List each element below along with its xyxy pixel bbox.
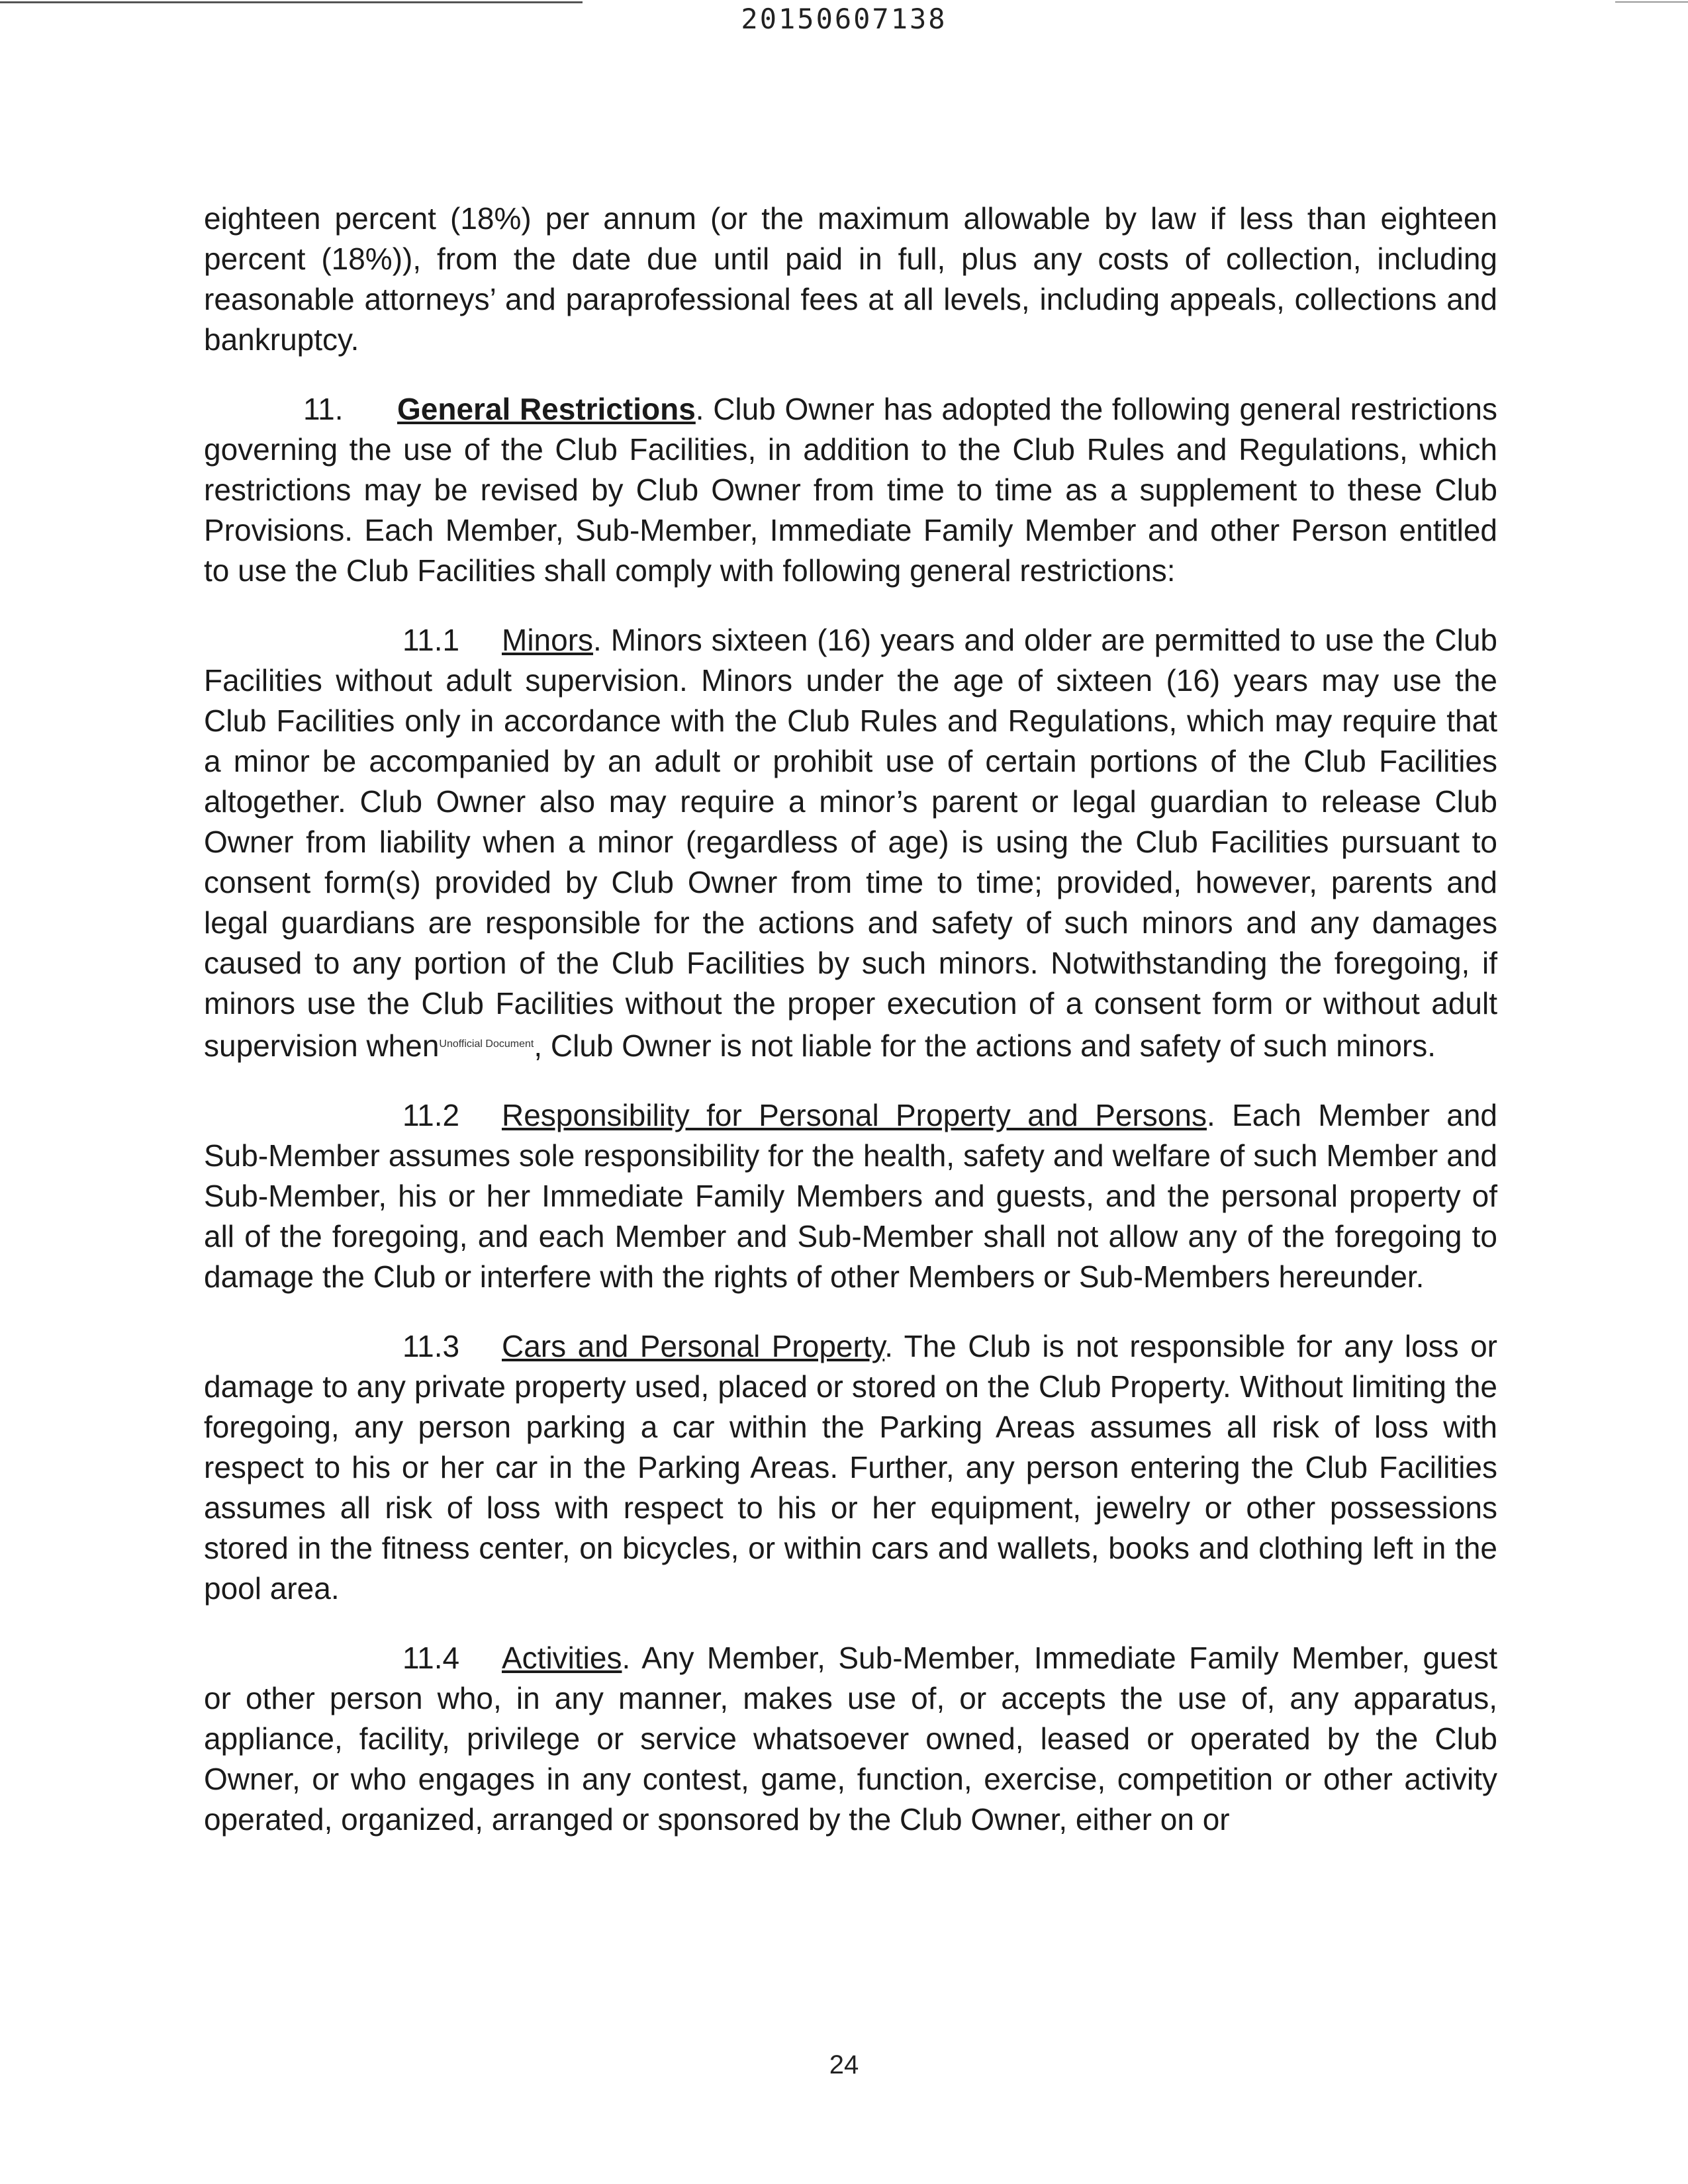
section-heading: Responsibility for Personal Property and Persons — [502, 1098, 1207, 1132]
section-heading: Minors — [502, 623, 594, 657]
section-body: . Each Member and Sub-Member assumes sole responsibility for the health, safety and welfare of such Member and Sub-Member, his or her Immediate Family Members and guests, and the personal property of all of the foregoing, and each Member and Sub-Member shall not allow any of the foregoing to damage the Club or interfere with the rights of other Members or Sub-Members hereunder. — [204, 1098, 1498, 1294]
paragraph-continued: eighteen percent (18%) per annum (or the maximum allowable by law if less than eighteen percent (18%)), from the date due until paid in full, plus any costs of collection, including reasonable attorneys’ and paraprofessional fees at all levels, including appeals, collections and bankruptcy. — [204, 201, 1497, 357]
section-heading: General Restrictions — [397, 392, 696, 426]
section-11 — [204, 389, 1497, 591]
section-number: 11.3 — [402, 1329, 460, 1363]
section-11-4 — [204, 1638, 1497, 1840]
section-body: . Club Owner has adopted the following general restrictions governing the use of the Club Facilities, in addition to the Club Rules and Regulations, which restrictions may be revised by Club Owner from time to time as a supplement to these Club Provisions. Each Member, Sub-Member, Immediate Family Member and other Person entitled to use the Club Facilities shall comply with following general restrictions: — [204, 392, 1497, 588]
section-11-2 — [204, 1095, 1497, 1297]
section-number: 11.1 — [402, 623, 460, 657]
page-number: 24 — [829, 2050, 859, 2079]
section-11-1 — [204, 620, 1497, 1066]
section-body: . The Club is not responsible for any loss or damage to any private property used, placed or stored on the Club Property. Without limiting the foregoing, any person parking a car within the Parking Areas assumes all risk of loss with respect to his or her car in the Parking Areas. Further, any person entering the Club Facilities assumes all risk of loss with respect to his or her equipment, jewelry or other possessions stored in the fitness center, on bicycles, or within cars and wallets, books and clothing left in the pool area. — [204, 1329, 1497, 1606]
section-number: 11. — [303, 392, 344, 426]
section-heading: Cars and Personal Property — [502, 1329, 885, 1363]
section-body: . Minors sixteen (16) years and older are permitted to use the Club Facilities without adult supervision. Minors under the age of sixteen (16) years may use the Club Facilities only in accordance with the Club Rules and Regulations, which may require that a minor be accompanied by an adult or prohibit use of certain portions of the Club Facilities altogether. Club Owner also may require a minor’s parent or legal guardian to release Club Owner from liability when a minor (regardless of age) is using the Club Facilities pursuant to consent form(s) provided by Club Owner from time to time; provided, however, parents and legal guardians are responsible for the actions and safety of such minors and any damages caused to any portion of the Club Facilities by such minors. Notwithstanding the foregoing, if minors use the Club Facilities without the proper execution of a consent form or without adult supervision when — [204, 623, 1497, 1063]
section-number: 11.2 — [402, 1098, 460, 1132]
unofficial-document-watermark: Unofficial Document — [439, 1038, 534, 1050]
document-body — [204, 199, 1497, 1840]
section-body-end: , Club Owner is not liable for the actions and safety of such minors. — [534, 1028, 1436, 1063]
section-heading: Activities — [502, 1641, 622, 1675]
section-11-3 — [204, 1326, 1497, 1609]
section-number: 11.4 — [402, 1641, 460, 1675]
section-body: . Any Member, Sub-Member, Immediate Family Member, guest or other person who, in any manner, makes use of, or accepts the use of, any apparatus, appliance, facility, privilege or service whatsoever owned, leased or operated by the Club Owner, or who engages in any contest, game, function, exercise, competition or other activity operated, organized, arranged or sponsored by the Club Owner, either on or — [204, 1641, 1497, 1837]
recording-number: 20150607138 — [741, 3, 947, 35]
